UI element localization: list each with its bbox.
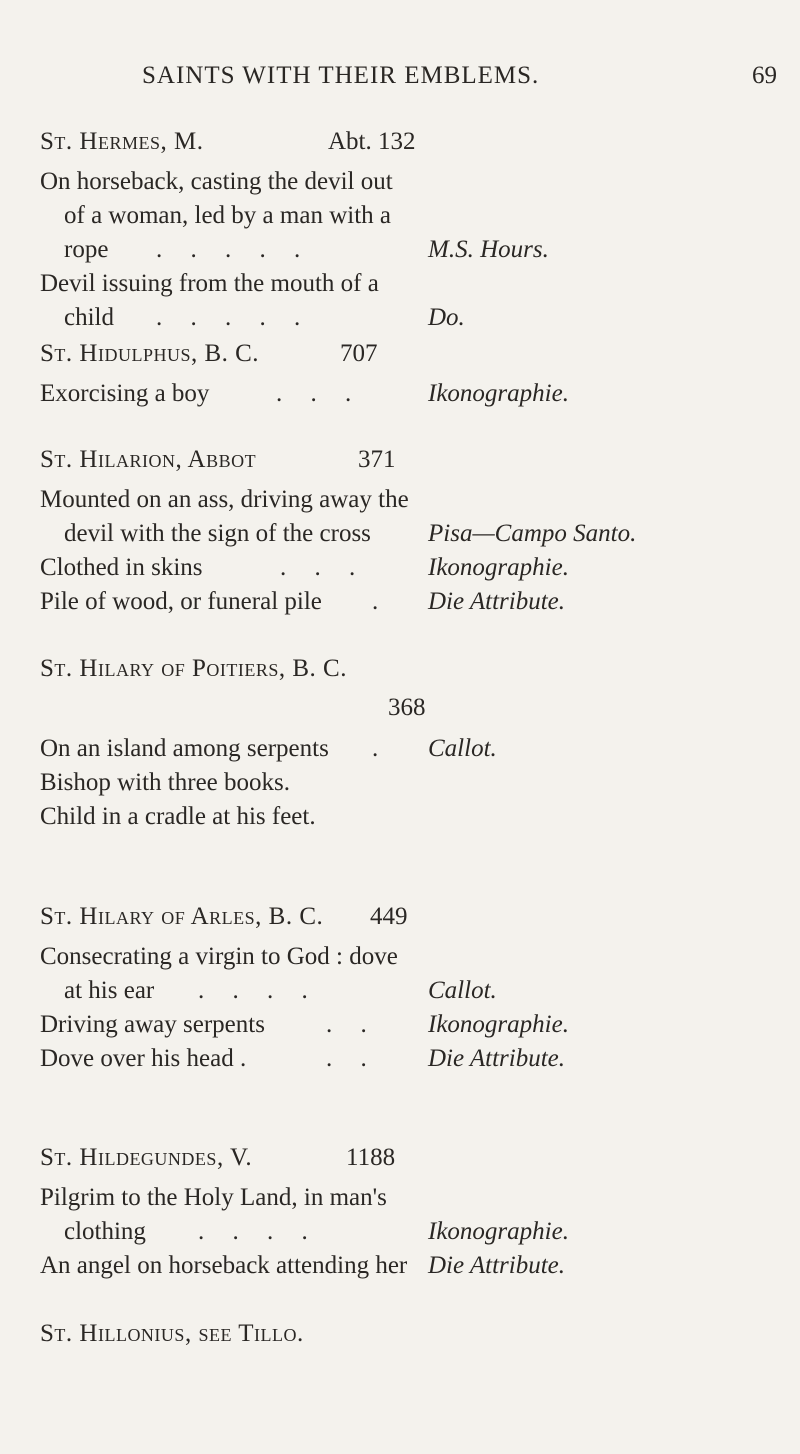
saint-name: St. Hilarion, Abbot — [40, 446, 257, 473]
entry-heading — [40, 446, 800, 486]
leader-dots: . . . — [280, 554, 356, 581]
saint-name: St. Hilary of Poitiers, B. C. — [40, 655, 347, 682]
emblem-row — [40, 168, 800, 202]
emblem-text: Driving away serpents — [40, 1011, 265, 1038]
entry-heading — [40, 1320, 800, 1360]
emblem-row — [40, 202, 800, 236]
entry-heading — [40, 128, 800, 168]
saint-entry-hermes — [40, 128, 800, 338]
emblem-row — [40, 803, 800, 837]
emblem-source: M.S. Hours. — [428, 236, 549, 263]
entry-heading — [40, 655, 800, 735]
saint-date: 1188 — [346, 1144, 396, 1171]
leader-dots: . . . . — [198, 1218, 308, 1245]
emblem-text: Bishop with three books. — [40, 769, 290, 796]
emblem-text: An angel on horseback attending her — [40, 1252, 408, 1279]
emblem-row — [40, 588, 800, 622]
saint-entry-hilary-of-arles — [40, 903, 800, 1079]
saint-entry-hidulphus — [40, 340, 800, 414]
entry-heading — [40, 1144, 800, 1184]
emblem-row — [40, 380, 800, 414]
emblem-row — [40, 1011, 800, 1045]
emblem-row — [40, 304, 800, 338]
emblem-source: Callot. — [428, 735, 497, 762]
emblem-source: Die Attribute. — [428, 1252, 566, 1279]
saint-date: 368 — [388, 694, 426, 721]
emblem-text: On an island among serpents — [40, 735, 329, 762]
leader-dots: . — [372, 735, 379, 762]
saint-name: St. Hermes, M. — [40, 128, 204, 155]
saint-entry-hilarion — [40, 446, 800, 622]
leader-dots: . . . . . — [156, 236, 301, 263]
page-number: 69 — [752, 62, 777, 89]
emblem-text: clothing — [64, 1218, 146, 1245]
leader-dots: . . . . — [198, 977, 308, 1004]
emblem-source: Die Attribute. — [428, 1045, 566, 1072]
emblem-text: Consecrating a virgin to God : dove — [40, 943, 398, 970]
emblem-source: Ikonographie. — [428, 554, 569, 581]
emblem-row — [40, 270, 800, 304]
emblem-source: Ikonographie. — [428, 1011, 569, 1038]
page-header — [0, 62, 800, 102]
saint-name: St. Hildegundes, V. — [40, 1144, 253, 1171]
emblem-row — [40, 1184, 800, 1218]
emblem-text: Pilgrim to the Holy Land, in man's — [40, 1184, 387, 1211]
saint-name: St. Hidulphus, B. C. — [40, 340, 260, 367]
emblem-row — [40, 236, 800, 270]
entry-heading — [40, 903, 800, 943]
emblem-row — [40, 769, 800, 803]
emblem-row — [40, 943, 800, 977]
entry-heading — [40, 340, 800, 380]
leader-dots: . . — [326, 1045, 367, 1072]
emblem-row — [40, 554, 800, 588]
saint-name: St. Hilary of Arles, B. C. — [40, 903, 324, 930]
emblem-source: Pisa—Campo Santo. — [428, 520, 637, 547]
emblem-row — [40, 520, 800, 554]
emblem-text: of a woman, led by a man with a — [64, 202, 391, 229]
saint-entry-hildegundes — [40, 1144, 800, 1286]
running-head: SAINTS WITH THEIR EMBLEMS. — [142, 62, 540, 89]
saint-entry-hilary-of-poitiers — [40, 655, 800, 837]
emblem-text: Pile of wood, or funeral pile — [40, 588, 322, 615]
emblem-source: Callot. — [428, 977, 497, 1004]
emblem-text: Devil issuing from the mouth of a — [40, 270, 379, 297]
emblem-text: child — [64, 304, 114, 331]
leader-dots: . . . — [276, 380, 352, 407]
saint-date: 449 — [370, 903, 408, 930]
saint-date: 707 — [340, 340, 378, 367]
emblem-text: Dove over his head . — [40, 1045, 247, 1072]
emblem-source: Ikonographie. — [428, 1218, 569, 1245]
emblem-row — [40, 977, 800, 1011]
emblem-row — [40, 1045, 800, 1079]
saint-date: 371 — [358, 446, 396, 473]
emblem-text: Mounted on an ass, driving away the — [40, 486, 409, 513]
emblem-row — [40, 1252, 800, 1286]
emblem-source: Do. — [428, 304, 465, 331]
leader-dots: . . . . . — [156, 304, 301, 331]
emblem-text: Clothed in skins — [40, 554, 203, 581]
emblem-text: Child in a cradle at his feet. — [40, 803, 316, 830]
emblem-text: rope — [64, 236, 109, 263]
leader-dots: . — [372, 588, 379, 615]
emblem-row — [40, 1218, 800, 1252]
emblem-row — [40, 735, 800, 769]
emblem-source: Die Attribute. — [428, 588, 566, 615]
emblem-text: On horseback, casting the devil out — [40, 168, 393, 195]
emblem-source: Ikonographie. — [428, 380, 569, 407]
emblem-text: at his ear — [64, 977, 155, 1004]
saint-cross-reference: St. Hillonius, see Tillo. — [40, 1320, 304, 1347]
leader-dots: . . — [326, 1011, 367, 1038]
emblem-text: Exorcising a boy — [40, 380, 210, 407]
saint-entry-hillonius — [40, 1320, 800, 1360]
emblem-row — [40, 486, 800, 520]
saint-date: Abt. 132 — [328, 128, 416, 155]
emblem-text: devil with the sign of the cross — [64, 520, 371, 547]
